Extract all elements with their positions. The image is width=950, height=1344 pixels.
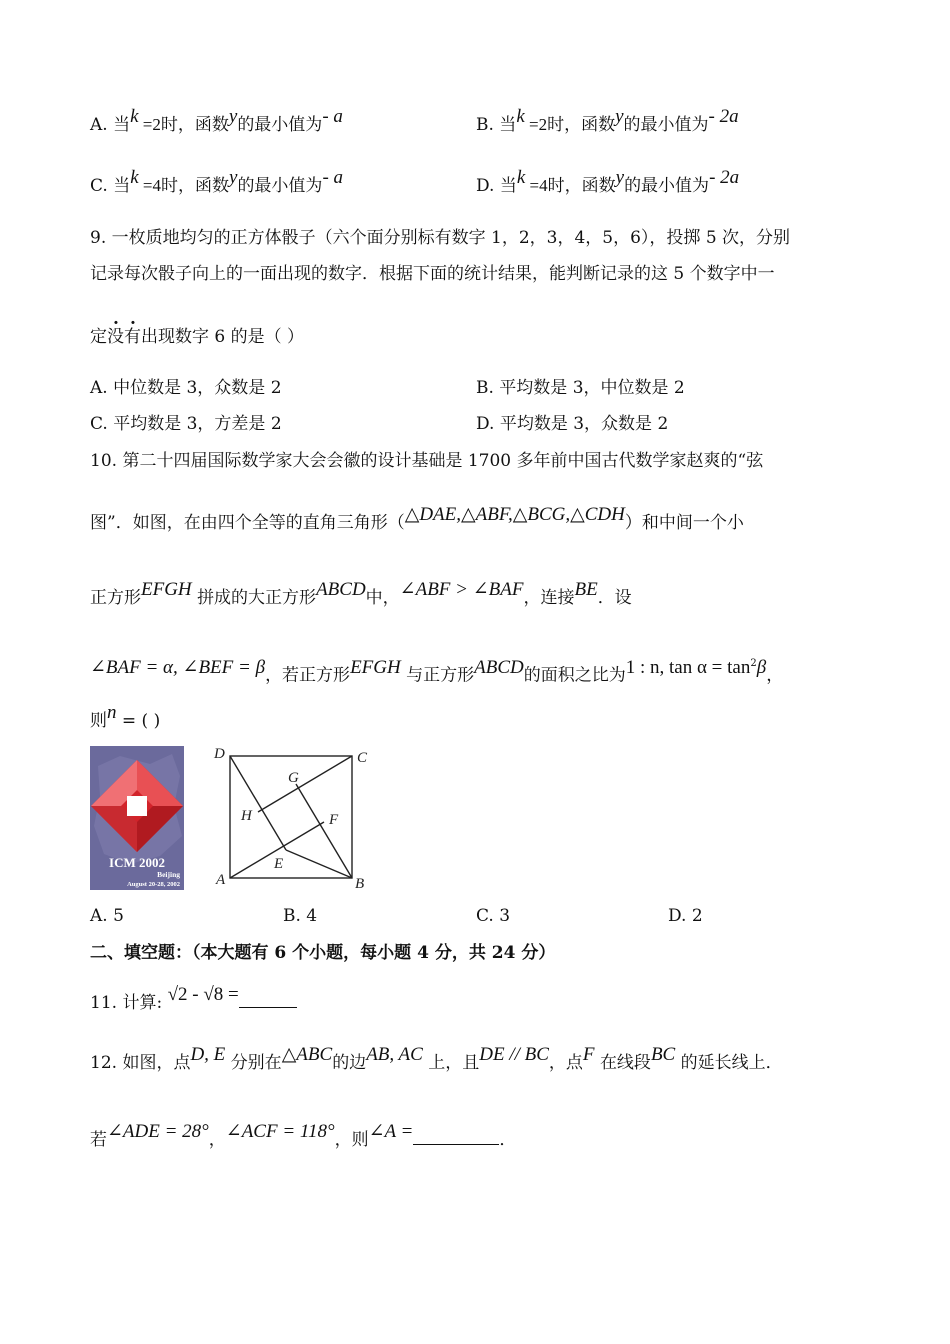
q9-line-2: 记录每次骰子向上的一面出现的数字．根据下面的统计结果，能判断记录的这 5 个数字中一 bbox=[90, 264, 775, 284]
q9-option-c: C. 平均数是 3，方差是 2 bbox=[90, 414, 282, 434]
q10-line-2: 图”．如图，在由四个全等的直角三角形（△DAE,△ABF,△BCG,△CDH）和中间一个小 bbox=[90, 504, 744, 533]
label-g: G bbox=[288, 770, 299, 786]
q9-option-d: D. 平均数是 3，众数是 2 bbox=[476, 414, 669, 434]
label-b: B bbox=[355, 876, 365, 892]
label-d: D bbox=[214, 746, 225, 762]
q10-option-c: C. 3 bbox=[476, 906, 511, 926]
logo-date: August 20-28, 2002 bbox=[127, 881, 180, 888]
q9-line-3: 定没有出现数字 6 的是（ ） bbox=[90, 327, 305, 347]
label-f: F bbox=[329, 812, 339, 828]
q12-line-1: 12. 如图，点D, E 分别在△ABC的边AB, AC 上，且DE // BC，点F 在线段BC 的延长线上． bbox=[90, 1044, 783, 1073]
q10-option-a: A. 5 bbox=[90, 906, 124, 926]
q10-line-1: 10. 第二十四届国际数学家大会会徽的设计基础是 1700 多年前中国古代数学家赵爽的“弦 bbox=[90, 451, 764, 471]
q11-answer-blank[interactable] bbox=[239, 989, 297, 1008]
q10-option-b: B. 4 bbox=[283, 906, 318, 926]
label-a: A bbox=[216, 872, 226, 888]
label-e: E bbox=[274, 856, 284, 872]
q8-option-a: A. 当k =2时，函数y的最小值为- a bbox=[90, 106, 343, 135]
q12-line-2: 若∠ADE = 28°，∠ACF = 118°，则∠A = ． bbox=[90, 1121, 517, 1150]
q8-option-b: B. 当k =2时，函数y的最小值为- 2a bbox=[476, 106, 739, 135]
hypotenuse-diagram bbox=[210, 742, 375, 892]
section-2-heading: 二、填空题：（本大题有 6 个小题，每小题 4 分，共 24 分） bbox=[90, 943, 556, 963]
logo-city: Beijing bbox=[157, 870, 180, 879]
q8-option-c: C. 当k =4时，函数y的最小值为- a bbox=[90, 167, 344, 196]
q9-option-a: A. 中位数是 3，众数是 2 bbox=[90, 378, 282, 398]
q10-option-d: D. 2 bbox=[668, 906, 703, 926]
q12-answer-blank[interactable] bbox=[413, 1126, 499, 1145]
q9-line-1: 9. 一枚质地均匀的正方体骰子（六个面分别标有数字 1，2，3，4，5，6），投掷 5 次，分别 bbox=[90, 228, 791, 248]
q11: 11. 计算: √2 - √8 = bbox=[90, 989, 297, 1015]
line-de bbox=[230, 756, 286, 850]
q8-option-d: D. 当k =4时，函数y的最小值为- 2a bbox=[476, 167, 740, 196]
q9-option-b: B. 平均数是 3，中位数是 2 bbox=[476, 378, 685, 398]
line-ch bbox=[258, 756, 352, 812]
line-bg bbox=[296, 784, 352, 878]
q10-line-3: 正方形EFGH 拼成的大正方形ABCD中，∠ABF > ∠BAF，连接BE．设 bbox=[90, 579, 632, 608]
icm-2002-logo bbox=[90, 746, 184, 890]
q10-line-5: 则n = ( ) bbox=[90, 702, 161, 731]
label-h: H bbox=[241, 808, 252, 824]
logo-title: ICM 2002 bbox=[109, 855, 165, 870]
label-c: C bbox=[357, 750, 368, 766]
q10-line-4: ∠BAF = α, ∠BEF = β，若正方形EFGH 与正方形ABCD的面积之比为1 : n, $\tan \alpha = \tan^2\beta$， bbox=[90, 656, 784, 686]
line-be bbox=[286, 850, 352, 878]
